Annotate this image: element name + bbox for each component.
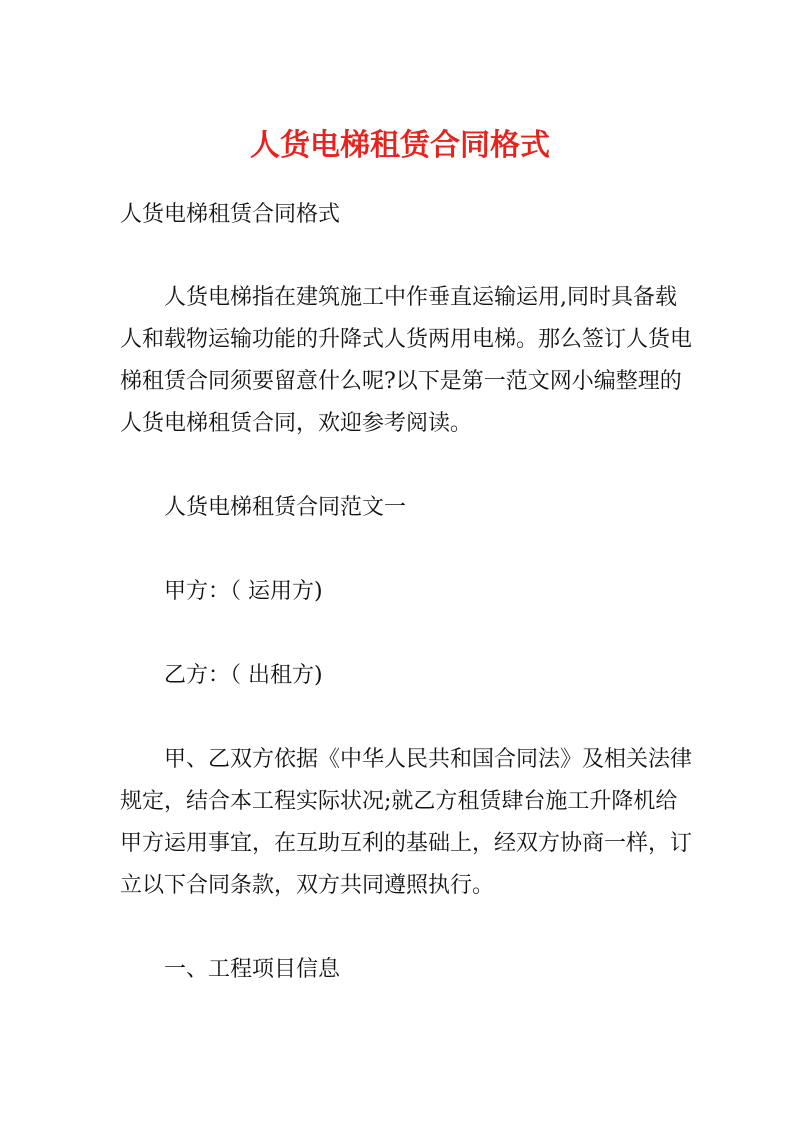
subtitle: 人货电梯租赁合同格式 <box>120 202 341 227</box>
agreement-line-3: 甲方运用事宜，在互助互利的基础上，经双方协商一样，订 <box>120 831 693 856</box>
party-b: 乙方：（ 出租方) <box>164 663 323 688</box>
document-title: 人货电梯租赁合同格式 <box>250 128 550 163</box>
agreement-line-1: 甲、乙双方依据《中华人民共和国合同法》及相关法律 <box>164 747 693 772</box>
intro-line-2: 人和载物运输功能的升降式人货两用电梯。那么签订人货电 <box>120 327 693 352</box>
agreement-line-2: 规定，结合本工程实际状况;就乙方租赁肆台施工升降机给 <box>120 789 678 814</box>
party-a: 甲方：（ 运用方) <box>164 579 323 604</box>
section-heading-1: 一、工程项目信息 <box>164 957 341 982</box>
intro-line-1: 人货电梯指在建筑施工中作垂直运输运用,同时具备载 <box>164 285 677 310</box>
intro-line-4: 人货电梯租赁合同，欢迎参考阅读。 <box>120 411 473 436</box>
intro-line-3: 梯租赁合同须要留意什么呢?以下是第一范文网小编整理的 <box>120 369 682 394</box>
agreement-line-4: 立以下合同条款，双方共同遵照执行。 <box>120 873 495 898</box>
sample-heading: 人货电梯租赁合同范文一 <box>164 495 407 520</box>
